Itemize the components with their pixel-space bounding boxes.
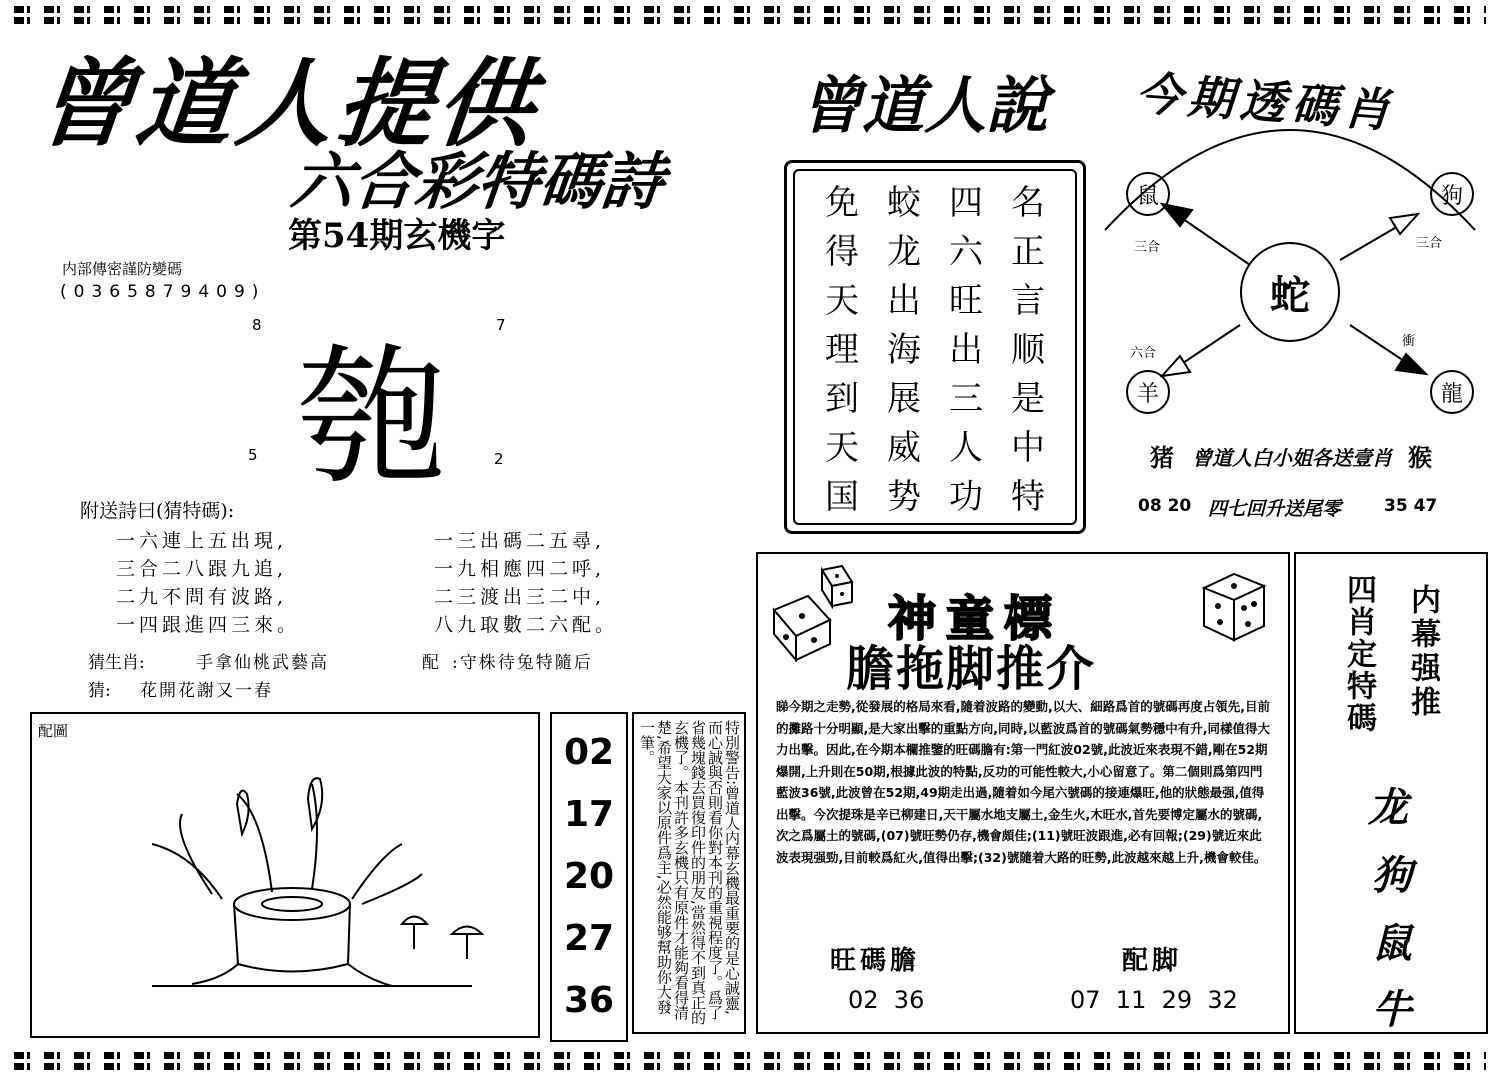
poem-char: 蛟 <box>887 183 921 223</box>
four-zodiac-col1: 内幕强推 <box>1405 584 1440 720</box>
poem-char: 是 <box>1011 379 1045 419</box>
subtitle: 六合彩特碼詩 <box>287 145 668 218</box>
zodiac-top-right: 狗 <box>1430 172 1474 216</box>
poem-char: 势 <box>887 477 921 517</box>
poem-char: 名 <box>1011 183 1045 223</box>
poem-char: 得 <box>825 232 859 272</box>
number-item: 17 <box>563 794 615 835</box>
label-bottom-right: 衝 <box>1402 334 1416 349</box>
zodiac-top-left: 鼠 <box>1126 172 1170 216</box>
phone-number: (0365879409) <box>60 282 266 302</box>
recommend-body: 睇今期之走勢,從發展的格局來看,隨着波路的變動,以大、細路爲首的號碼再度占領先,目前的攤路十分明顯,是大家出擊的重點方向,同時,以藍波爲首的號碼氣勢穩中有升,同樣值得大力出擊。因此,在今期本欄推鑒的旺碼膽有:第一門紅波02號,此波近來表現不錯,剛在52期爆開,上升則在50期,根據此波的特點,反功的可能性較大,小心留意了。第二個則爲第四門藍波36號,此波曾在52期,49期走出過,隨着如今尾六號碼的接連爆旺,他的狀態最强,值得出擊。今次提珠是辛已柳建日,天干屬水地支屬土,金生火,木旺水,首先要博定屬水的號碼,次之爲屬土的號碼,(07)號旺勢仍存,機會頗佳;(11)號旺波跟進,必有回報;(29)號近來此波表現强勁,目前較爲紅火,值得出擊;(32)號隨着大路的旺勢,此波越來越上升,機會較佳。 <box>776 699 1270 865</box>
picture-label: 配圖 <box>38 722 69 740</box>
match-text: :守株待兔特隨后 <box>452 653 593 673</box>
poem-char: 到 <box>825 379 859 419</box>
pick-1: 龙 <box>1368 784 1408 831</box>
dan-numbers: 02 36 <box>848 986 925 1014</box>
poem-char: 理 <box>825 330 859 370</box>
number-item: 20 <box>563 856 615 897</box>
zodiac-bottom-right: 龍 <box>1430 370 1474 414</box>
guess-label: 猜生肖: <box>88 653 145 673</box>
top-border <box>14 6 1486 24</box>
guess2-label: 猜: <box>88 681 111 701</box>
poem-char: 免 <box>825 183 859 223</box>
number-item: 27 <box>563 918 615 959</box>
recommend-box <box>756 552 1290 1034</box>
poem-right-2: 一九相應四二呼, <box>434 558 606 580</box>
poem-left-1: 一六連上五出現, <box>116 530 288 552</box>
poem-char: 功 <box>949 477 983 517</box>
gift-right: 猴 <box>1408 443 1432 472</box>
poem-char: 天 <box>825 281 859 321</box>
secret-label: 内部傳密謹防變碼 <box>62 260 183 278</box>
bottom-border <box>14 1052 1486 1070</box>
poem-char: 旺 <box>949 281 983 321</box>
dice-icon <box>766 562 856 662</box>
poem-right-1: 一三出碼二五尋, <box>434 530 606 552</box>
riddle-corner-tr: 7 <box>496 316 506 334</box>
four-zodiac-col2: 四肖定特碼 <box>1341 574 1376 734</box>
tuo-label: 配脚 <box>1122 946 1183 976</box>
poem-char: 天 <box>825 428 859 468</box>
riddle-character: 匏 <box>296 331 447 505</box>
poem-left-2: 三合二八跟九追, <box>116 558 288 580</box>
pick-4: 牛 <box>1372 986 1412 1033</box>
picture-box <box>30 712 540 1038</box>
poem-left-3: 二九不問有波路, <box>116 586 288 608</box>
riddle-corner-bl: 5 <box>248 446 258 464</box>
poem-char: 三 <box>949 379 983 419</box>
zodiac-arrows <box>1100 160 1480 420</box>
four-zodiac-box <box>1294 552 1488 1034</box>
dice-icon <box>1198 568 1278 648</box>
poem-char: 威 <box>887 428 921 468</box>
poem-char: 出 <box>949 330 983 370</box>
main-title: 曾道人提供 <box>31 47 544 160</box>
poem-char: 特 <box>1011 477 1045 517</box>
zodiac-center: 蛇 <box>1240 242 1340 342</box>
pick-3: 鼠 <box>1372 920 1412 967</box>
tail-right: 35 47 <box>1384 496 1438 516</box>
recommend-title-top: 神童標 <box>888 591 1063 647</box>
poem-right-4: 八九取數二六配。 <box>434 614 619 636</box>
daoren-says-box <box>784 160 1086 534</box>
poem-heading: 附送詩曰(猜特碼): <box>80 500 235 522</box>
number-column <box>550 712 628 1042</box>
dan-label: 旺碼膽 <box>830 946 921 976</box>
pick-2: 狗 <box>1372 852 1412 899</box>
gift-left: 猪 <box>1150 443 1174 472</box>
poem-char: 龙 <box>887 232 921 272</box>
poem-char: 国 <box>825 477 859 517</box>
poem-char: 海 <box>887 330 921 370</box>
poem-right-3: 二三渡出三二中, <box>434 586 606 608</box>
poem-char: 六 <box>949 232 983 272</box>
stump-illustration <box>152 774 492 1004</box>
daoren-says-title: 曾道人說 <box>800 69 1049 142</box>
label-top-right: 三合 <box>1416 236 1443 251</box>
label-bottom-left: 六合 <box>1130 346 1157 361</box>
guess-text: 手拿仙桃武藝高 <box>196 653 329 673</box>
poem-char: 中 <box>1011 428 1045 468</box>
poem-char: 展 <box>887 379 921 419</box>
zodiac-bottom-left: 羊 <box>1126 370 1170 414</box>
poem-char: 顺 <box>1011 330 1045 370</box>
tail-left: 08 20 <box>1138 496 1192 516</box>
label-top-left: 三合 <box>1134 240 1161 255</box>
warning-text: 特別警告:曾道人内幕玄機最重要的是心誠靈,而心誠與否則看你對本刊的重視程度了。爲了省幾塊錢去買復印件的朋友,當然得不到真正的玄機了。本刊許多玄機只有原件才能夠看得清楚,希望大家以原件爲主,必然能够幫助你大發一筆。 <box>638 720 741 1025</box>
tail-text: 四七回升送尾零 <box>1208 498 1342 520</box>
poem-left-4: 一四跟進四三來。 <box>116 614 301 636</box>
gift-text: 曾道人白小姐各送壹肖 <box>1192 446 1392 470</box>
zodiac-title: 今期透碼肖 <box>1134 65 1398 138</box>
riddle-corner-br: 2 <box>494 450 504 468</box>
number-item: 36 <box>563 980 615 1021</box>
number-item: 02 <box>563 732 615 773</box>
match-label: 配 <box>422 653 439 673</box>
warning-box <box>632 712 746 1034</box>
poem-char: 四 <box>949 183 983 223</box>
issue-title: 第54期玄機字 <box>288 216 506 256</box>
guess2-text: 花開花謝又一春 <box>140 681 273 701</box>
poem-char: 言 <box>1011 281 1045 321</box>
recommend-title-main: 膽拖脚推介 <box>846 641 1097 697</box>
daoren-says-grid <box>811 175 1059 518</box>
riddle-corner-tl: 8 <box>252 316 262 334</box>
poem-char: 出 <box>887 281 921 321</box>
poem-char: 正 <box>1011 232 1045 272</box>
poem-char: 人 <box>949 428 983 468</box>
tuo-numbers: 07 11 29 32 <box>1070 986 1238 1014</box>
